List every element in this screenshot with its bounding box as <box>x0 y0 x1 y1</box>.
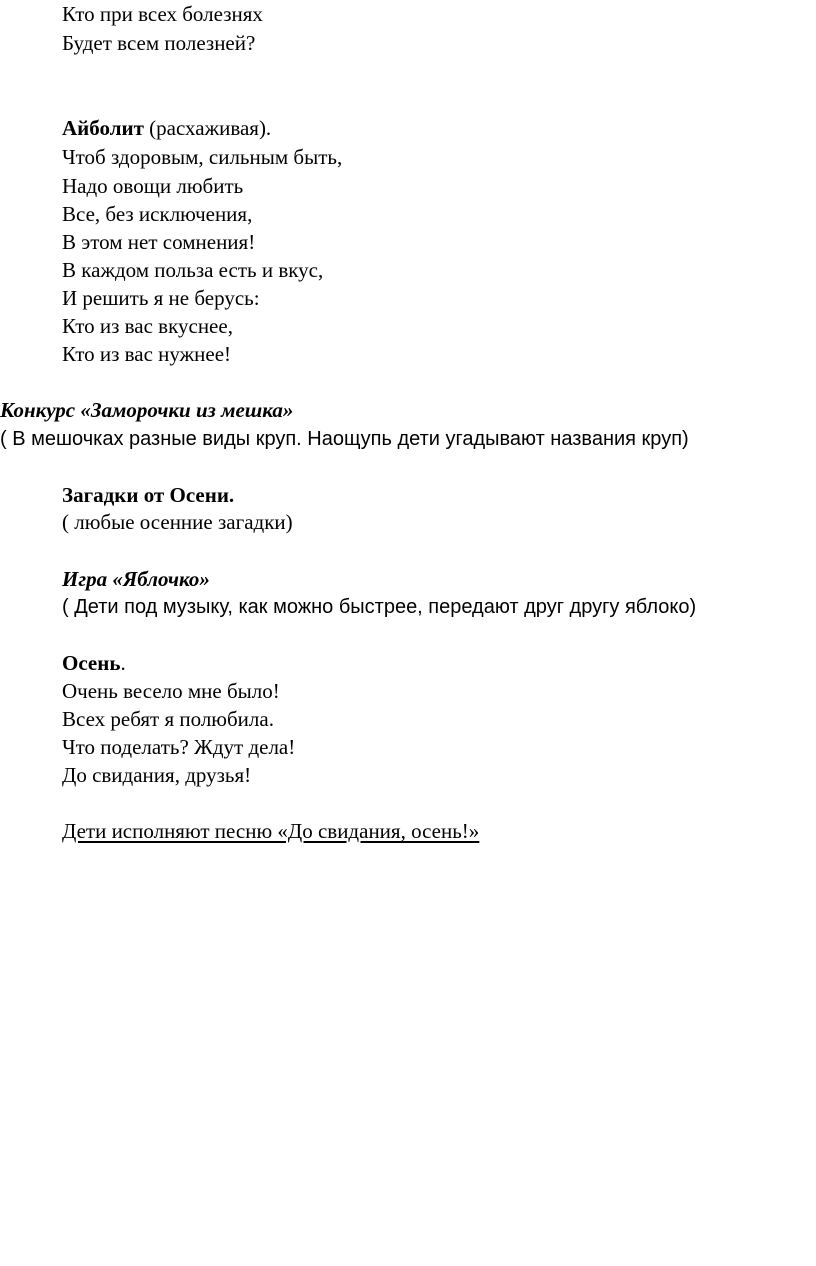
aibolit-remark: (расхаживая). <box>143 116 272 140</box>
aibolit-line-7: Кто из вас вкуснее, <box>62 314 233 338</box>
aibolit-line-8: Кто из вас нужнее! <box>62 342 232 366</box>
aibolit-line-3: Все, без исключения, <box>62 202 253 226</box>
aibolit-line-5: В каждом польза есть и вкус, <box>62 258 324 282</box>
autumn-line-3: Что поделать? Ждут дела! <box>62 735 296 759</box>
aibolit-heading <box>62 114 271 142</box>
aibolit-speaker: Айболит <box>62 116 144 140</box>
autumn-heading <box>62 649 126 677</box>
autumn-line-4: До свидания, друзья! <box>62 763 252 787</box>
intro-verse-line-1: Кто при всех болезнях <box>62 2 263 26</box>
aibolit-line-6: И решить я не берусь: <box>62 286 260 310</box>
contest-description: ( В мешочках разные виды круп. Наощупь дети угадывают названия круп) <box>0 428 689 450</box>
autumn-speaker: Осень <box>62 651 121 675</box>
riddles-description: ( любые осенние загадки) <box>62 510 293 534</box>
intro-verse-line-2: Будет всем полезней? <box>62 31 256 55</box>
autumn-line-1: Очень весело мне было! <box>62 679 280 703</box>
game-description: ( Дети под музыку, как можно быстрее, передают друг другу яблоко) <box>62 596 697 618</box>
game-title: Игра «Яблочко» <box>62 567 210 591</box>
aibolit-line-2: Надо овощи любить <box>62 174 244 198</box>
aibolit-line-4: В этом нет сомнения! <box>62 230 256 254</box>
final-song-line: Дети исполняют песню «До свидания, осень!» <box>62 819 480 843</box>
contest-title: Конкурс «Заморочки из мешка» <box>0 398 294 422</box>
autumn-line-2: Всех ребят я полюбила. <box>62 707 274 731</box>
autumn-punct: . <box>120 651 126 675</box>
riddles-title: Загадки от Осени. <box>62 483 235 507</box>
aibolit-line-1: Чтоб здоровым, сильным быть, <box>62 145 343 169</box>
